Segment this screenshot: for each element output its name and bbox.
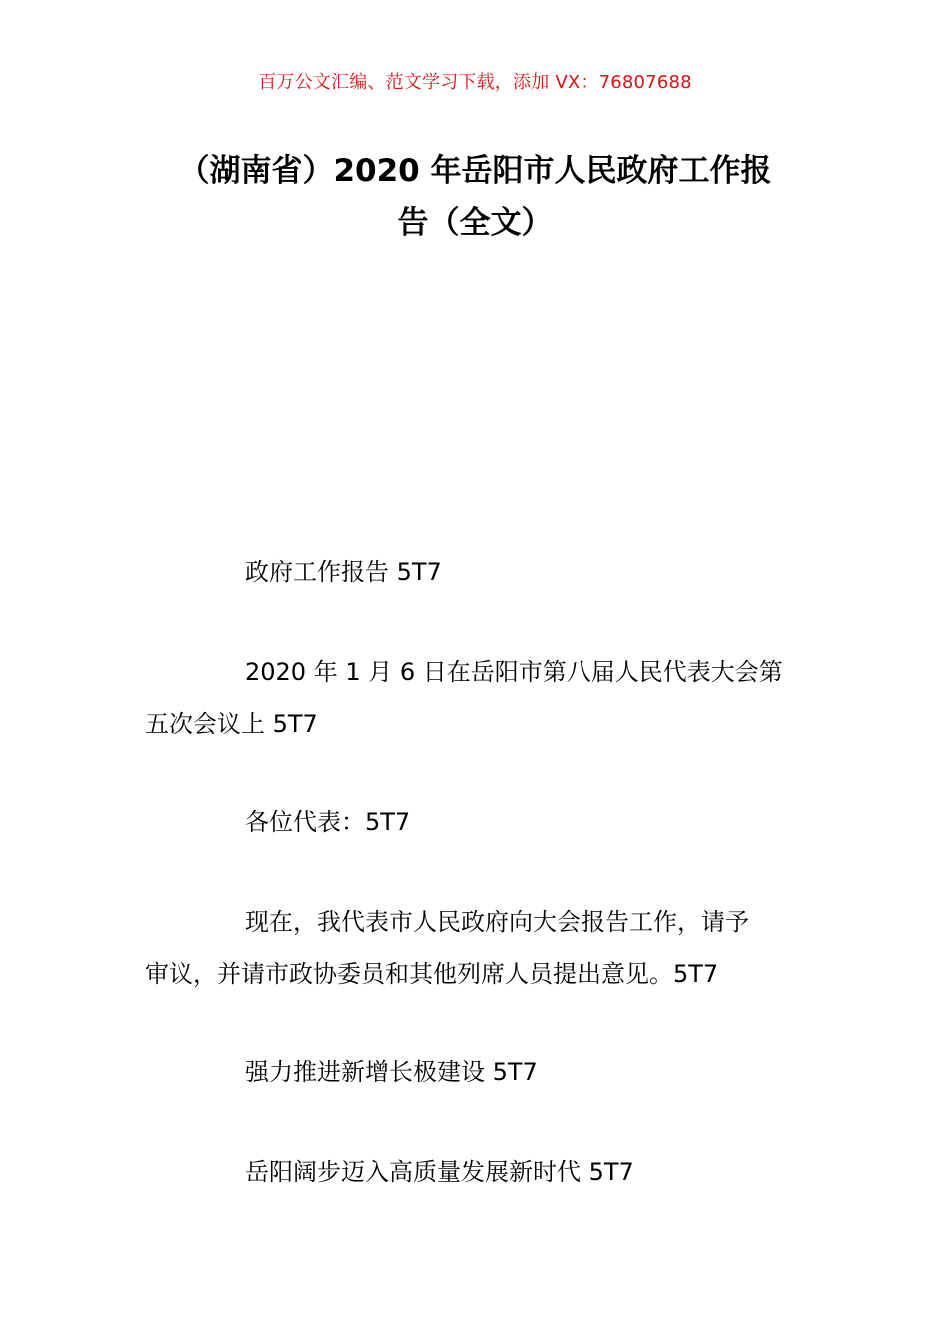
paragraph-line: 五次会议上 5T7	[145, 710, 318, 738]
header-watermark-note: 百万公文汇编、范文学习下载，添加 VX：76807688	[258, 72, 692, 93]
document-title-line-1: （湖南省）2020 年岳阳市人民政府工作报	[178, 153, 772, 189]
paragraph-meeting-date	[145, 646, 807, 750]
document-title	[145, 145, 805, 249]
document-title-line-2: 告（全文）	[397, 205, 553, 241]
paragraph-report-label	[145, 546, 807, 598]
paragraph-new-era	[145, 1146, 807, 1198]
paragraph-line: 审议，并请市政协委员和其他列席人员提出意见。5T7	[145, 960, 719, 988]
paragraph-line: 2020 年 1 月 6 日在岳阳市第八届人民代表大会第	[245, 658, 783, 686]
paragraph-line: 政府工作报告 5T7	[245, 558, 442, 586]
paragraph-salutation	[145, 796, 807, 848]
paragraph-line: 岳阳阔步迈入高质量发展新时代 5T7	[245, 1158, 634, 1186]
paragraph-growth-pole	[145, 1046, 807, 1098]
paragraph-line: 现在，我代表市人民政府向大会报告工作，请予	[245, 908, 749, 936]
paragraph-opening	[145, 896, 807, 1000]
paragraph-line: 强力推进新增长极建设 5T7	[245, 1058, 538, 1086]
paragraph-line: 各位代表：5T7	[245, 808, 411, 836]
